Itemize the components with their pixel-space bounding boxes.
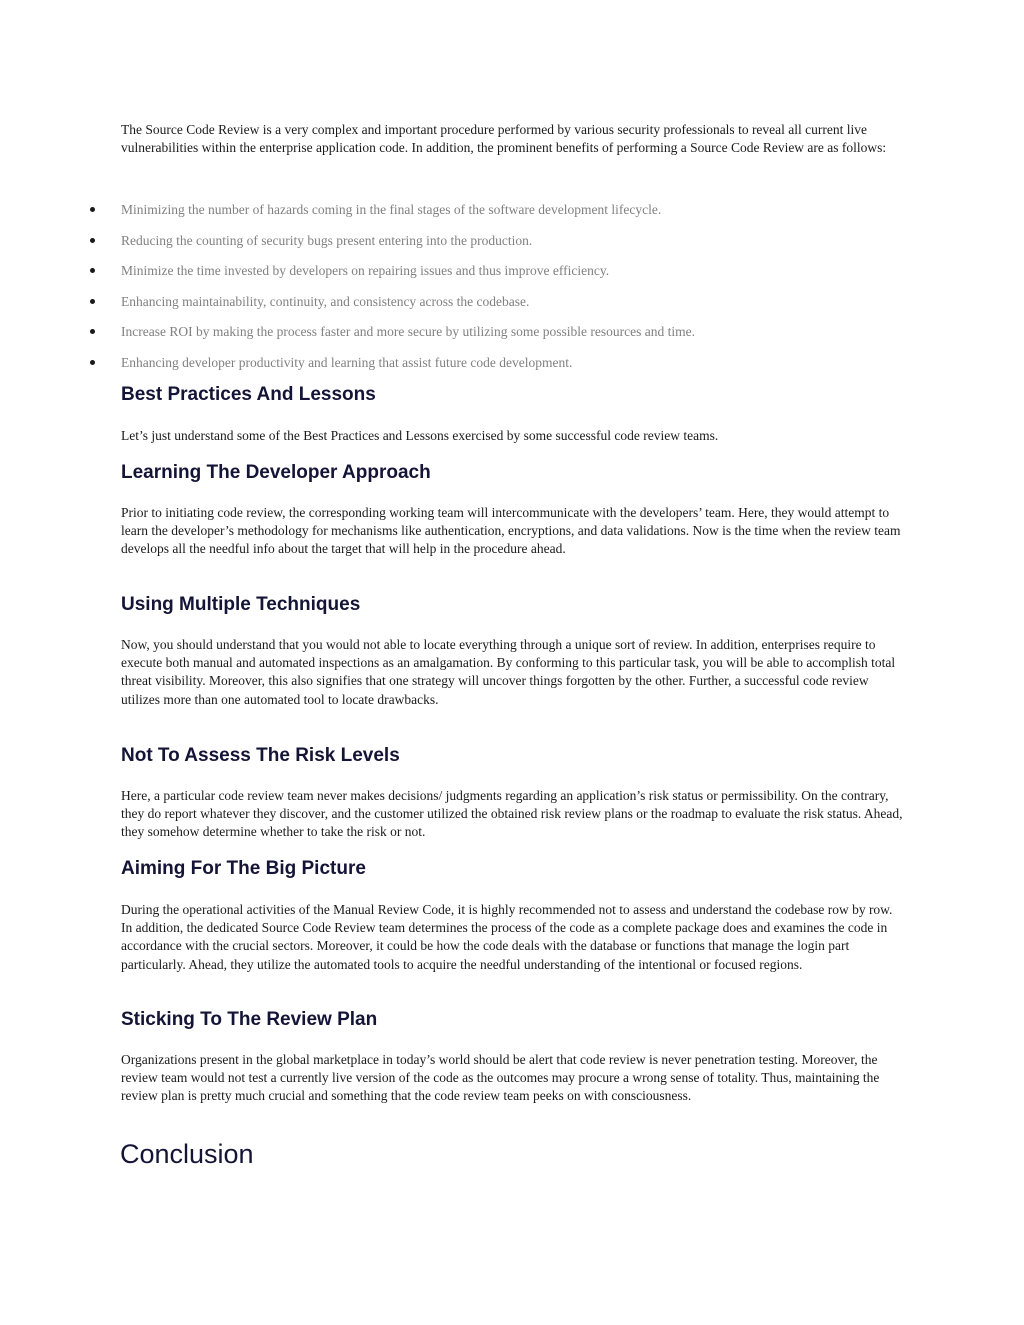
conclusion-heading: Conclusion [120, 1139, 254, 1169]
section-body-review-plan: Organizations present in the global marketplace in today’s world should be alert that code review is never penetration testing. Moreover, the review team would not test a currently live version of the code as the outcomes may procure a wrong sense of totality. Thus, maintaining the review plan is pretty much crucial and something that the code review team peeks on with consciousness. [121, 1052, 880, 1104]
list-item-text: Minimizing the number of hazards coming in the final stages of the software development lifecycle. [121, 202, 662, 217]
section-body-multiple-techniques: Now, you should understand that you would not able to locate everything through a unique sort of review. In addition, enterprises require to execute both manual and automated inspections as an amalgamation. By conforming to this particular task, you will be able to accomplish total threat visibility. Moreover, this also signifies that one strategy will uncover things forgotten by the other. Further, a successful code review utilizes more than one automated tool to locate drawbacks. [121, 637, 896, 707]
section-body-best-practices: Let’s just understand some of the Best Practices and Lessons exercised by some successful code review teams. [121, 428, 719, 443]
section-body-risk-levels: Here, a particular code review team never makes decisions/ judgments regarding an application’s risk status or permissibility. On the contrary, they do report whatever they discover, and the customer utilized the obtained risk review plans or the roadmap to evaluate the risk status. Ahead, they somehow determine whether to take the risk or not. [121, 788, 903, 840]
bullet-icon [90, 238, 95, 243]
bullet-icon [90, 329, 95, 334]
list-item-text: Enhancing developer productivity and learning that assist future code development. [121, 354, 573, 370]
bullet-icon [90, 268, 95, 273]
list-item [0, 200, 1024, 231]
list-item-text: Increase ROI by making the process faster and more secure by utilizing some possible resources and time. [121, 324, 695, 340]
section-heading-best-practices: Best Practices And Lessons [121, 384, 376, 405]
intro-paragraph: The Source Code Review is a very complex and important procedure performed by various security professionals to reveal all current live vulnerabilities within the enterprise application code. In addition, the prominent benefits of performing a Source Code Review are as follows: [121, 122, 887, 156]
list-item-text: Minimize the time invested by developers on repairing issues and thus improve efficiency. [121, 263, 610, 279]
section-heading-risk-levels: Not To Assess The Risk Levels [121, 745, 400, 766]
list-item [0, 353, 1024, 384]
section-heading-review-plan: Sticking To The Review Plan [121, 1009, 378, 1030]
list-item-text: Enhancing maintainability, continuity, and consistency across the codebase. [121, 293, 530, 309]
bullet-icon [90, 299, 95, 304]
section-heading-multiple-techniques: Using Multiple Techniques [121, 594, 361, 615]
list-item [0, 292, 1024, 323]
section-body-big-picture: During the operational activities of the Manual Review Code, it is highly recommended not to assess and understand the codebase row by row. In addition, the dedicated Source Code Review team determines the process of the code as a complete package does and examines the code in accordance with the crucial sectors. Moreover, it could be how the code deals with the database or functions that manage the login part particularly. Ahead, they utilize the automated tools to acquire the needful understanding of the intentional or focused regions. [121, 902, 893, 972]
section-heading-developer-approach: Learning The Developer Approach [121, 462, 431, 483]
bullet-icon [90, 360, 95, 365]
list-item [0, 322, 1024, 353]
section-body-developer-approach: Prior to initiating code review, the corresponding working team will intercommunicate with the developers’ team. Here, they would attempt to learn the developer’s methodology for mechanisms like authentication, encryptions, and data validations. Now is the time when the review team develops all the needful info about the target that will help in the procedure ahead. [121, 505, 901, 557]
benefits-list [0, 200, 1024, 384]
list-item-text: Reducing the counting of security bugs present entering into the production. [121, 232, 533, 248]
bullet-icon [90, 207, 95, 212]
section-heading-big-picture: Aiming For The Big Picture [121, 858, 366, 879]
list-item [0, 231, 1024, 262]
list-item [0, 261, 1024, 292]
